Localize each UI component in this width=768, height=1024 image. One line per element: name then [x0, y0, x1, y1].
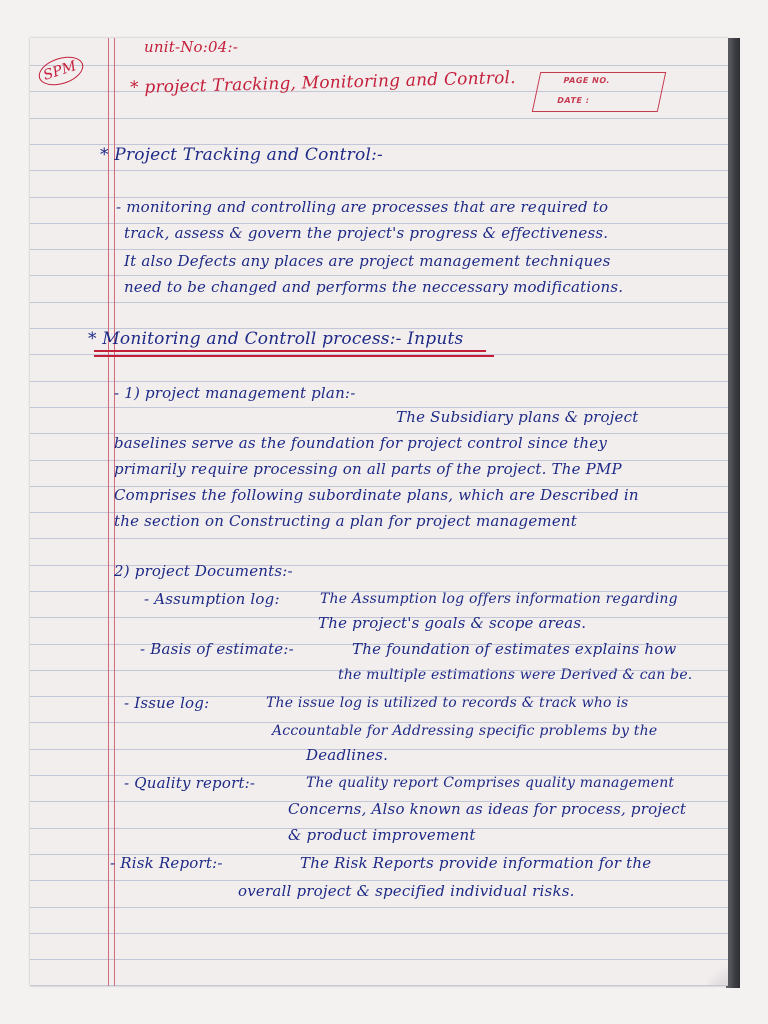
ruled-line	[30, 381, 728, 382]
page-number-box	[532, 72, 667, 112]
page-title: * project Tracking, Monitoring and Control.	[129, 67, 517, 99]
subsection1-heading: - 1) project management plan:-	[114, 384, 356, 402]
section1-line: need to be changed and performs the neccessary modifications.	[124, 278, 624, 296]
risk-report-line: The Risk Reports provide information for the	[300, 854, 652, 872]
ruled-line	[30, 985, 728, 986]
risk-report-line: overall project & specified individual risks.	[238, 882, 575, 900]
issue-log-line: Deadlines.	[306, 746, 389, 764]
section1-line: - monitoring and controlling are processes that are required to	[116, 198, 609, 216]
ruled-line	[30, 302, 728, 303]
assumption-log-line: The Assumption log offers information regarding	[320, 591, 678, 607]
ruled-line	[30, 959, 728, 960]
ruled-line	[30, 907, 728, 908]
section2-heading-underline	[94, 350, 486, 352]
ruled-line	[30, 65, 728, 66]
ruled-line	[30, 538, 728, 539]
ruled-line	[30, 170, 728, 171]
subsection1-line: baselines serve as the foundation for project control since they	[114, 434, 608, 452]
basis-estimate-line: the multiple estimations were Derived & can be.	[338, 667, 693, 683]
date-label: DATE :	[556, 96, 591, 105]
notebook-edge-shadow	[726, 38, 740, 988]
subsection1-line: primarily require processing on all parts of the project. The PMP	[114, 460, 622, 478]
quality-report-line: Concerns, Also known as ideas for process, project	[288, 800, 687, 818]
section1-line: It also Defects any places are project management techniques	[124, 252, 611, 270]
ruled-line	[30, 880, 728, 881]
basis-estimate-label: - Basis of estimate:-	[140, 640, 294, 658]
quality-report-line: The quality report Comprises quality management	[306, 775, 675, 791]
issue-log-line: The issue log is utilized to records & track who is	[266, 695, 629, 711]
ruled-line	[30, 275, 728, 276]
issue-log-line: Accountable for Addressing specific problems by the	[272, 723, 658, 739]
assumption-log-label: - Assumption log:	[144, 590, 280, 608]
subsection2-heading: 2) project Documents:-	[114, 562, 293, 580]
section1-heading: * Project Tracking and Control:-	[100, 145, 383, 165]
page-no-label: PAGE NO.	[562, 76, 611, 85]
assumption-log-line: The project's goals & scope areas.	[318, 614, 587, 632]
quality-report-label: - Quality report:-	[124, 774, 256, 792]
section2-heading: * Monitoring and Controll process:- Inputs	[88, 329, 464, 349]
ruled-line	[30, 933, 728, 934]
subsection1-line: Comprises the following subordinate plans, which are Described in	[114, 486, 639, 504]
quality-report-line: & product improvement	[288, 826, 476, 844]
ruled-line	[30, 249, 728, 250]
basis-estimate-line: The foundation of estimates explains how	[352, 640, 677, 658]
risk-report-label: - Risk Report:-	[110, 854, 223, 872]
unit-number: unit-No:04:-	[144, 38, 239, 56]
notebook-page	[30, 38, 728, 986]
section2-heading-underline	[94, 355, 494, 357]
page-corner-shade	[706, 958, 728, 986]
spm-badge: SPM	[41, 58, 79, 84]
section1-line: track, assess & govern the project's progress & effectiveness.	[124, 224, 609, 242]
subsection1-line: The Subsidiary plans & project	[396, 408, 639, 426]
issue-log-label: - Issue log:	[124, 694, 210, 712]
ruled-line	[30, 118, 728, 119]
margin-line-left	[108, 38, 109, 986]
subsection1-line: the section on Constructing a plan for project management	[114, 512, 578, 530]
